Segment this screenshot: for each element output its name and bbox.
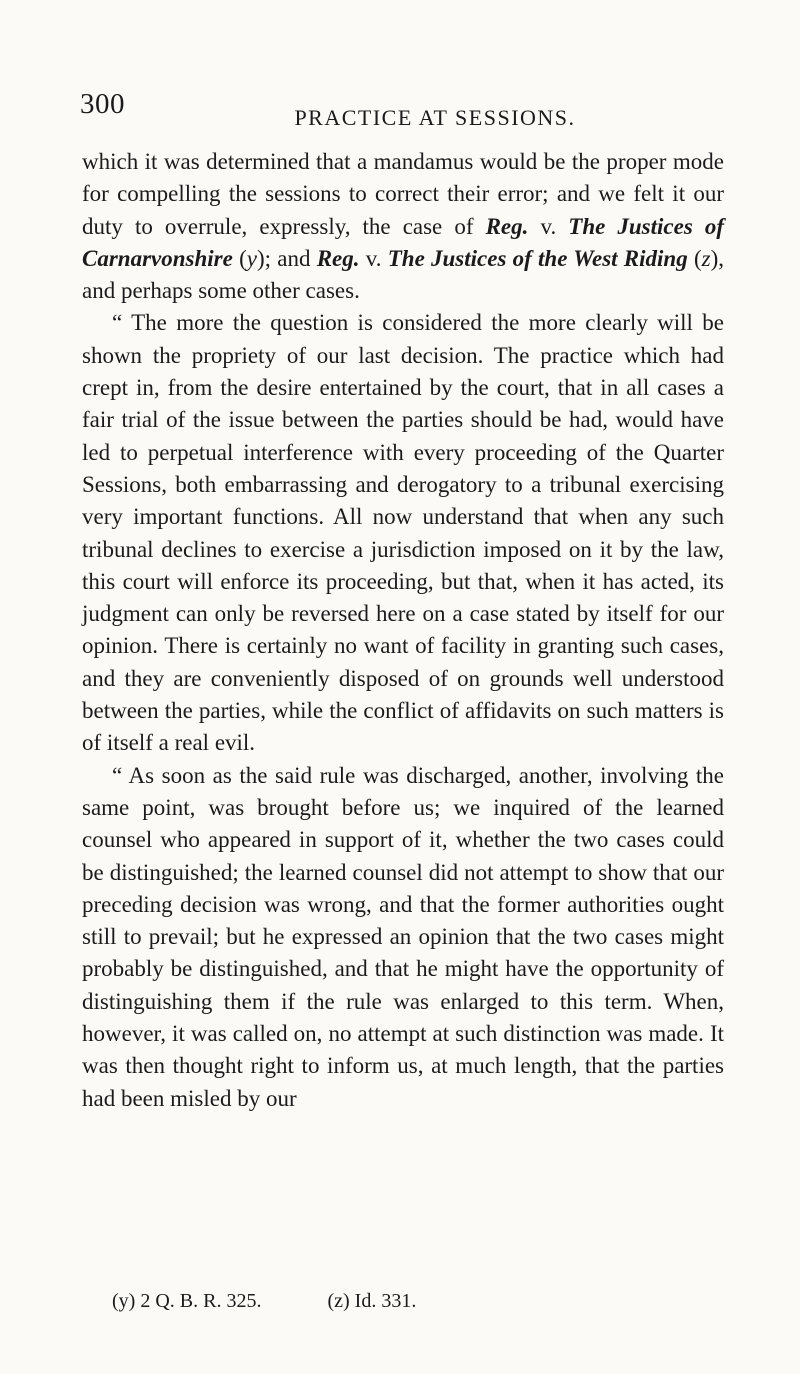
case-name: Reg. — [485, 213, 529, 239]
text-run: ( — [687, 245, 702, 271]
footnote-text: 2 Q. B. R. 325. — [135, 1290, 262, 1312]
case-name: The Justices of the West Riding — [387, 245, 688, 271]
footnote — [112, 1290, 261, 1313]
footnote-label: (y) — [112, 1290, 136, 1312]
running-head: PRACTICE AT SESSIONS. — [294, 105, 576, 130]
footnote-label: (z) — [327, 1290, 350, 1312]
footnotes — [112, 1290, 416, 1313]
footnote-ref: z — [701, 245, 711, 271]
text-run: ( — [232, 245, 247, 271]
text-run: ); and — [256, 245, 317, 271]
text-run: which it was determined that a mandamus would be the proper mode for compelling the sessions to correct their error; and we felt it our duty to overrule, expressly, the case of — [82, 149, 724, 239]
paragraph — [82, 307, 724, 759]
body-text — [82, 146, 724, 1115]
text-run: v. — [528, 213, 569, 239]
paragraph — [82, 760, 724, 1115]
footnote-ref: y — [246, 245, 257, 271]
text-run: “ As soon as the said rule was discharged, another, involving the same point, was brought before us; we inquired of the learned counsel who appeared in support of it, whether the two cases could be distinguished; the learned counsel did not attempt to show that our preceding decision was wrong, and that the former authorities ought still to prevail; but he expressed an opinion that the two cases might probably be distinguished, and that he might have the opportunity of distinguishing them if the rule was enlarged to this term. When, however, it was called on, no attempt at such distinction was made. It was then thought right to inform us, at much length, that the parties had been misled by our — [82, 762, 724, 1111]
text-run: v. — [359, 245, 388, 271]
text-run: ), and perhaps some other cases. — [82, 245, 724, 304]
case-name: Reg. — [316, 245, 360, 271]
footnote — [327, 1290, 416, 1313]
footnote-text: Id. 331. — [349, 1290, 417, 1312]
case-name: The Justices of Carnarvonshire — [82, 213, 724, 271]
paragraph — [82, 146, 724, 307]
page-number: 300 — [80, 88, 125, 120]
text-run: “ The more the question is considered the more clearly will be shown the propriety of our last decision. The practice which had crept in, from the desire entertained by the court, that in all cases a fair trial of the issue between the parties should be had, would have led to perpetual interference with every proceeding of the Quarter Sessions, both embarrassing and derogatory to a tribunal exercising very important functions. All now understand that when any such tribunal declines to exercise a jurisdiction imposed on it by the law, this court will enforce its proceeding, but that, when it has acted, its judgment can only be reversed here on a case stated by itself for our opinion. There is certainly no want of facility in granting such cases, and they are conveniently disposed of on grounds well understood between the parties, while the conflict of affidavits on such matters is of itself a real evil. — [82, 310, 724, 756]
